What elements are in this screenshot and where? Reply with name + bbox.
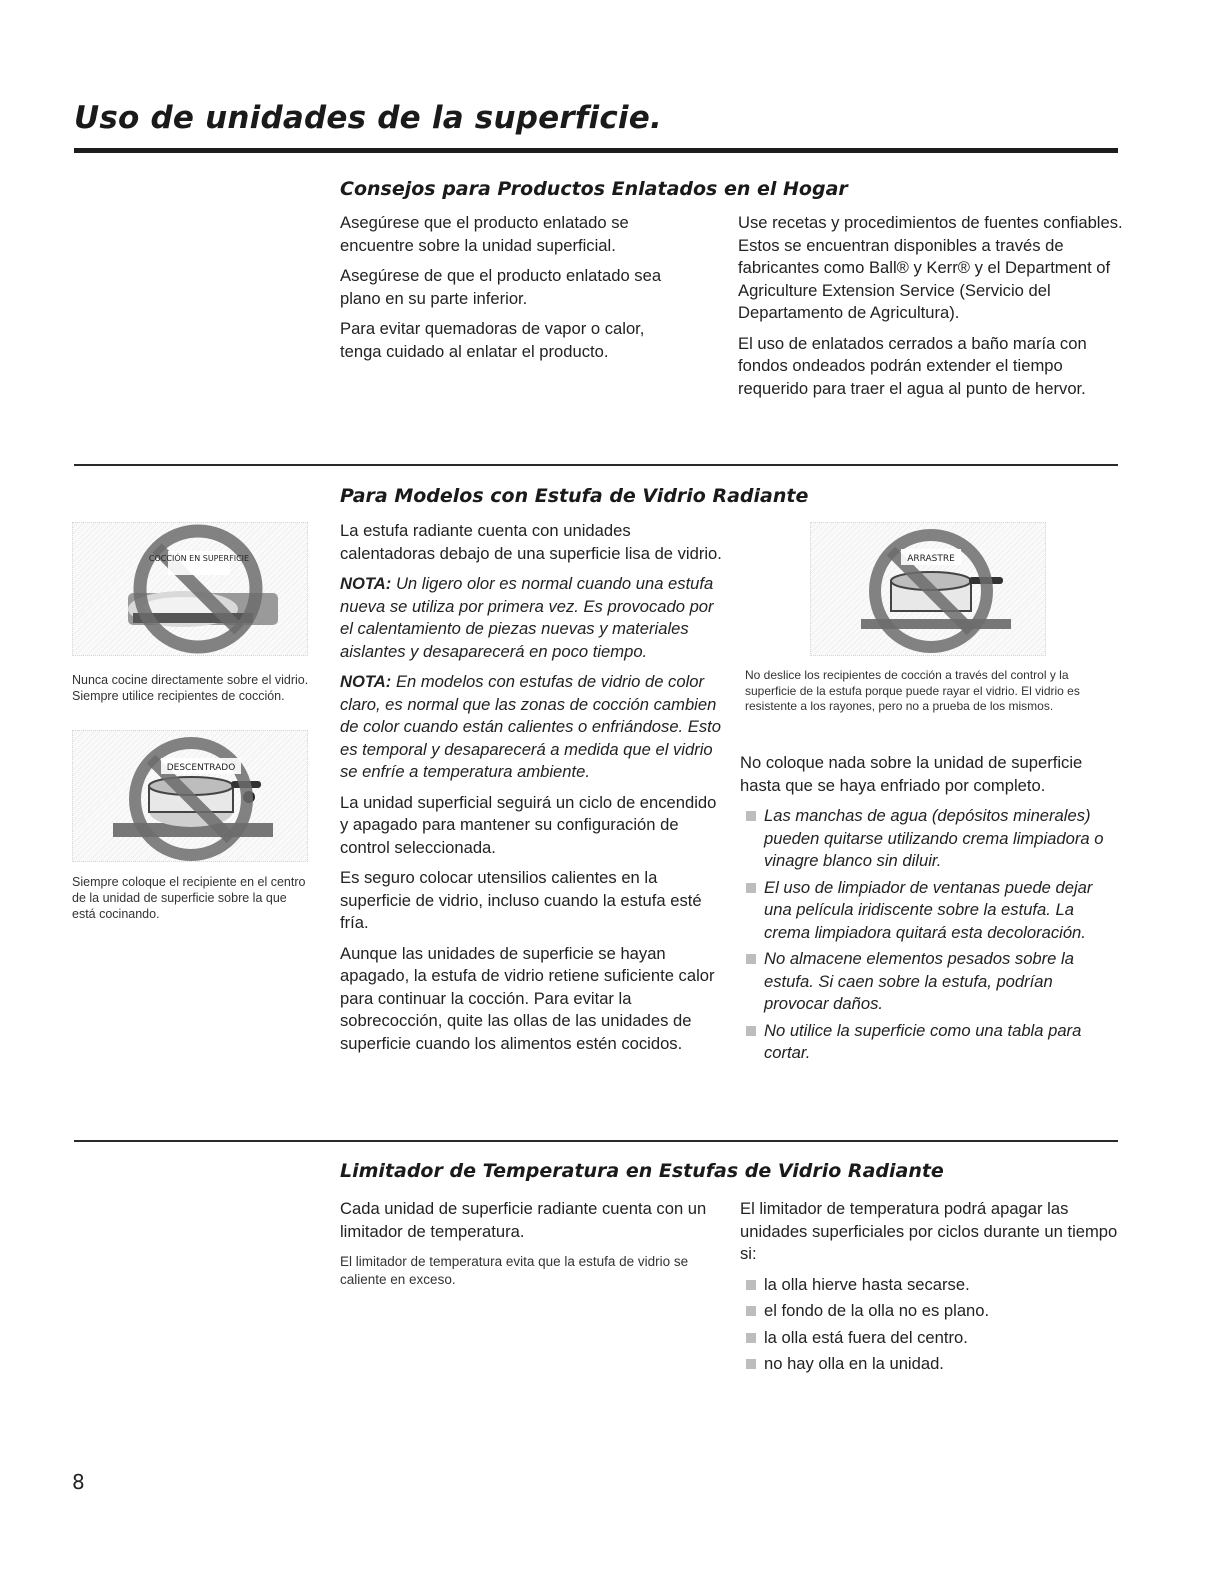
limiter-bullet-list — [740, 1274, 1120, 1376]
illus2-caption: Siempre coloque el recipiente en el centro de la unidad de superficie sobre la que está cocinando. — [72, 875, 306, 921]
no-dragging-icon — [811, 523, 1045, 655]
illus2-label: DESCENTRADO — [166, 763, 236, 773]
cooking-on-surface-illustration — [72, 522, 308, 656]
canning-paragraph: Use recetas y procedimientos de fuentes confiables. Estos se encuentran disponibles a través de fabricantes como Ball® y Kerr® y el Department of Agriculture Extension Service (Servicio del Departamento de Agricultura). — [738, 213, 1123, 322]
canning-paragraph: El uso de enlatados cerrados a baño maría con fondos ondeados podrán extender el tiempo requerido para traer el agua al punto de hervor. — [738, 333, 1087, 398]
bullet-square-icon — [746, 1026, 756, 1036]
list-item: la olla hierve hasta secarse. — [740, 1274, 1120, 1297]
radiant-right-column — [740, 752, 1120, 1069]
limiter-right-column — [740, 1198, 1120, 1380]
radiant-paragraph: Es seguro colocar utensilios calientes en la superficie de vidrio, incluso cuando la estufa esté fría. — [340, 868, 702, 932]
radiant-intro: La estufa radiante cuenta con unidades calentadoras debajo de una superficie lisa de vidrio. — [340, 521, 722, 563]
canning-left-column — [340, 212, 690, 363]
illus1-label: COCCIÓN EN SUPERFICIE — [148, 554, 250, 563]
dragging-illustration — [810, 522, 1046, 656]
radiant-right-paragraph: No coloque nada sobre la unidad de superficie hasta que se haya enfriado por completo. — [740, 753, 1083, 795]
canning-paragraph: Asegúrese que el producto enlatado se encuentre sobre la unidad superficial. — [340, 213, 629, 255]
list-item: No almacene elementos pesados sobre la estufa. Si caen sobre la estufa, podrían provocar daños. — [740, 948, 1120, 1016]
off-center-illustration — [72, 730, 308, 862]
canning-paragraph: Asegúrese de que el producto enlatado sea plano en su parte inferior. — [340, 266, 662, 308]
page-number: 8 — [72, 1470, 85, 1494]
list-item: No utilice la superficie como una tabla para cortar. — [740, 1020, 1120, 1065]
bullet-square-icon — [746, 1359, 756, 1369]
limiter-section-title: Limitador de Temperatura en Estufas de Vidrio Radiante — [340, 1160, 944, 1182]
canning-right-column — [738, 212, 1123, 400]
limiter-right-paragraph: El limitador de temperatura podrá apagar las unidades superficiales por ciclos durante un tiempo si: — [740, 1199, 1118, 1263]
note1-label: NOTA: — [340, 574, 392, 593]
section-divider — [74, 1140, 1118, 1142]
list-item: El uso de limpiador de ventanas puede dejar una película iridiscente sobre la estufa. La crema limpiadora quitará esta decoloración. — [740, 877, 1120, 945]
list-item: Las manchas de agua (depósitos minerales) pueden quitarse utilizando crema limpiadora o vinagre blanco sin diluir. — [740, 805, 1120, 873]
radiant-middle-column — [340, 520, 725, 1055]
bullet-square-icon — [746, 1306, 756, 1316]
radiant-section-title: Para Modelos con Estufa de Vidrio Radiante — [340, 485, 809, 507]
list-item: el fondo de la olla no es plano. — [740, 1300, 1120, 1323]
bullet-square-icon — [746, 954, 756, 964]
limiter-paragraph: Cada unidad de superficie radiante cuenta con un limitador de temperatura. — [340, 1199, 707, 1241]
list-item: la olla está fuera del centro. — [740, 1327, 1120, 1350]
section-divider — [74, 464, 1118, 466]
illus3-label: ARRASTRE — [907, 554, 955, 564]
illus3-caption: No deslice los recipientes de cocción a través del control y la superficie de la estufa porque puede rayar el vidrio. El vidrio es resistente a los rayones, pero no a prueba de los mismos. — [745, 668, 1080, 713]
canning-paragraph: Para evitar quemadoras de vapor o calor, tenga cuidado al enlatar el producto. — [340, 319, 645, 361]
note1-text: Un ligero olor es normal cuando una estufa nueva se utiliza por primera vez. Es provocado por el calentamiento de piezas nuevas y materiales aislantes y desaparecerá en poco tiempo. — [340, 574, 714, 661]
illus1-caption: Nunca cocine directamente sobre el vidrio. Siempre utilice recipientes de cocción. — [72, 673, 309, 703]
canning-section-title: Consejos para Productos Enlatados en el Hogar — [340, 178, 848, 200]
bullet-square-icon — [746, 811, 756, 821]
title-divider — [74, 148, 1118, 153]
off-center-pan-icon — [73, 731, 307, 861]
limiter-left-column — [340, 1198, 725, 1289]
radiant-paragraph: Aunque las unidades de superficie se hayan apagado, la estufa de vidrio retiene suficiente calor para continuar la cocción. Para evitar la sobrecocción, quite las ollas de las unidades de superficie cuando los alimentos estén cocidos. — [340, 943, 715, 1053]
note2-text: En modelos con estufas de vidrio de color claro, es normal que las zonas de cocción cambien de color cuando están calientes o enfriándose. Esto es temporal y desaparecerá a medida que el vidrio se enfríe a temperatura ambiente. — [340, 672, 721, 781]
list-item: no hay olla en la unidad. — [740, 1353, 1120, 1376]
limiter-note: El limitador de temperatura evita que la estufa de vidrio se caliente en exceso. — [340, 1254, 689, 1287]
bullet-square-icon — [746, 883, 756, 893]
bullet-square-icon — [746, 1333, 756, 1343]
note2-label: NOTA: — [340, 672, 392, 691]
bullet-square-icon — [746, 1280, 756, 1290]
radiant-bullet-list — [740, 805, 1120, 1065]
page-title: Uso de unidades de la superficie. — [74, 100, 662, 136]
no-direct-cooking-icon — [73, 523, 307, 655]
radiant-paragraph: La unidad superficial seguirá un ciclo de encendido y apagado para mantener su configuración de control seleccionada. — [340, 792, 717, 857]
